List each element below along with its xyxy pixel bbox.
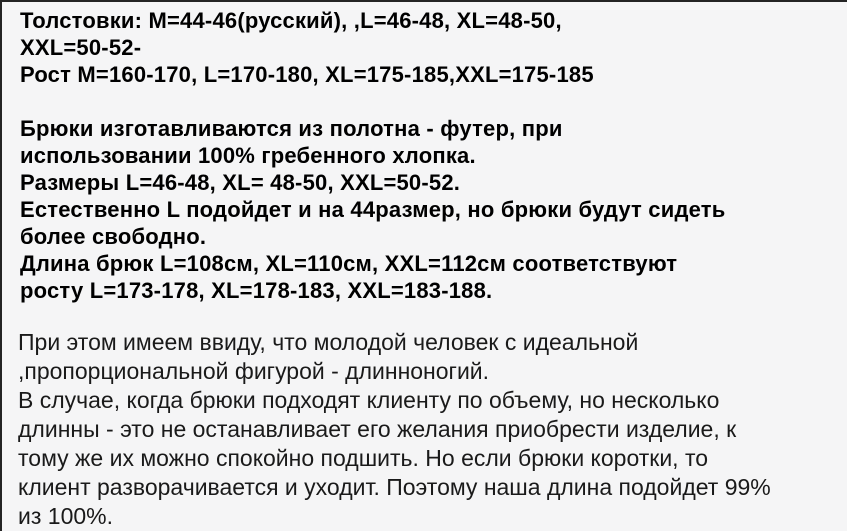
text-line: Размеры L=46-48, XL= 48-50, XXL=50-52.	[20, 170, 461, 195]
text-line: из 100%.	[18, 503, 113, 529]
text-line: Рост M=160-170, L=170-180, XL=175-185,XXL=175-185	[20, 62, 594, 87]
text-line: ,пропорциональной фигурой - длинноногий.	[18, 358, 490, 384]
text-line: более свободно.	[20, 224, 207, 249]
paragraph-trouser-sizes	[20, 115, 841, 304]
text-line: Длина брюк L=108см, XL=110см, XXL=112см соответствуют	[20, 251, 678, 276]
text-line: XXL=50-52-	[20, 35, 142, 60]
text-line: Естественно L подойдет и на 44размер, но брюки будут сидеть	[20, 197, 726, 222]
text-line: длинны - это не останавливает его желания приобрести изделие, к	[18, 416, 737, 442]
paragraph-hoodie-sizes	[20, 7, 841, 88]
text-line: клиент разворачивается и уходит. Поэтому наша длина подойдет 99%	[18, 474, 771, 500]
text-line: тому же их можно спокойно подшить. Но если брюки коротки, то	[18, 445, 709, 471]
text-line: использовании 100% гребенного хлопка.	[20, 143, 476, 168]
text-line: росту L=173-178, XL=178-183, XXL=183-188.	[20, 278, 493, 303]
paragraph-fit-note	[18, 328, 841, 531]
text-line: В случае, когда брюки подходят клиенту по объему, но несколько	[18, 387, 720, 413]
text-line: Толстовки: M=44-46(русский), ,L=46-48, XL=48-50,	[20, 8, 562, 33]
text-line: При этом имеем ввиду, что молодой человек с идеальной	[18, 329, 639, 355]
text-line: Брюки изготавливаются из полотна - футер, при	[20, 116, 563, 141]
